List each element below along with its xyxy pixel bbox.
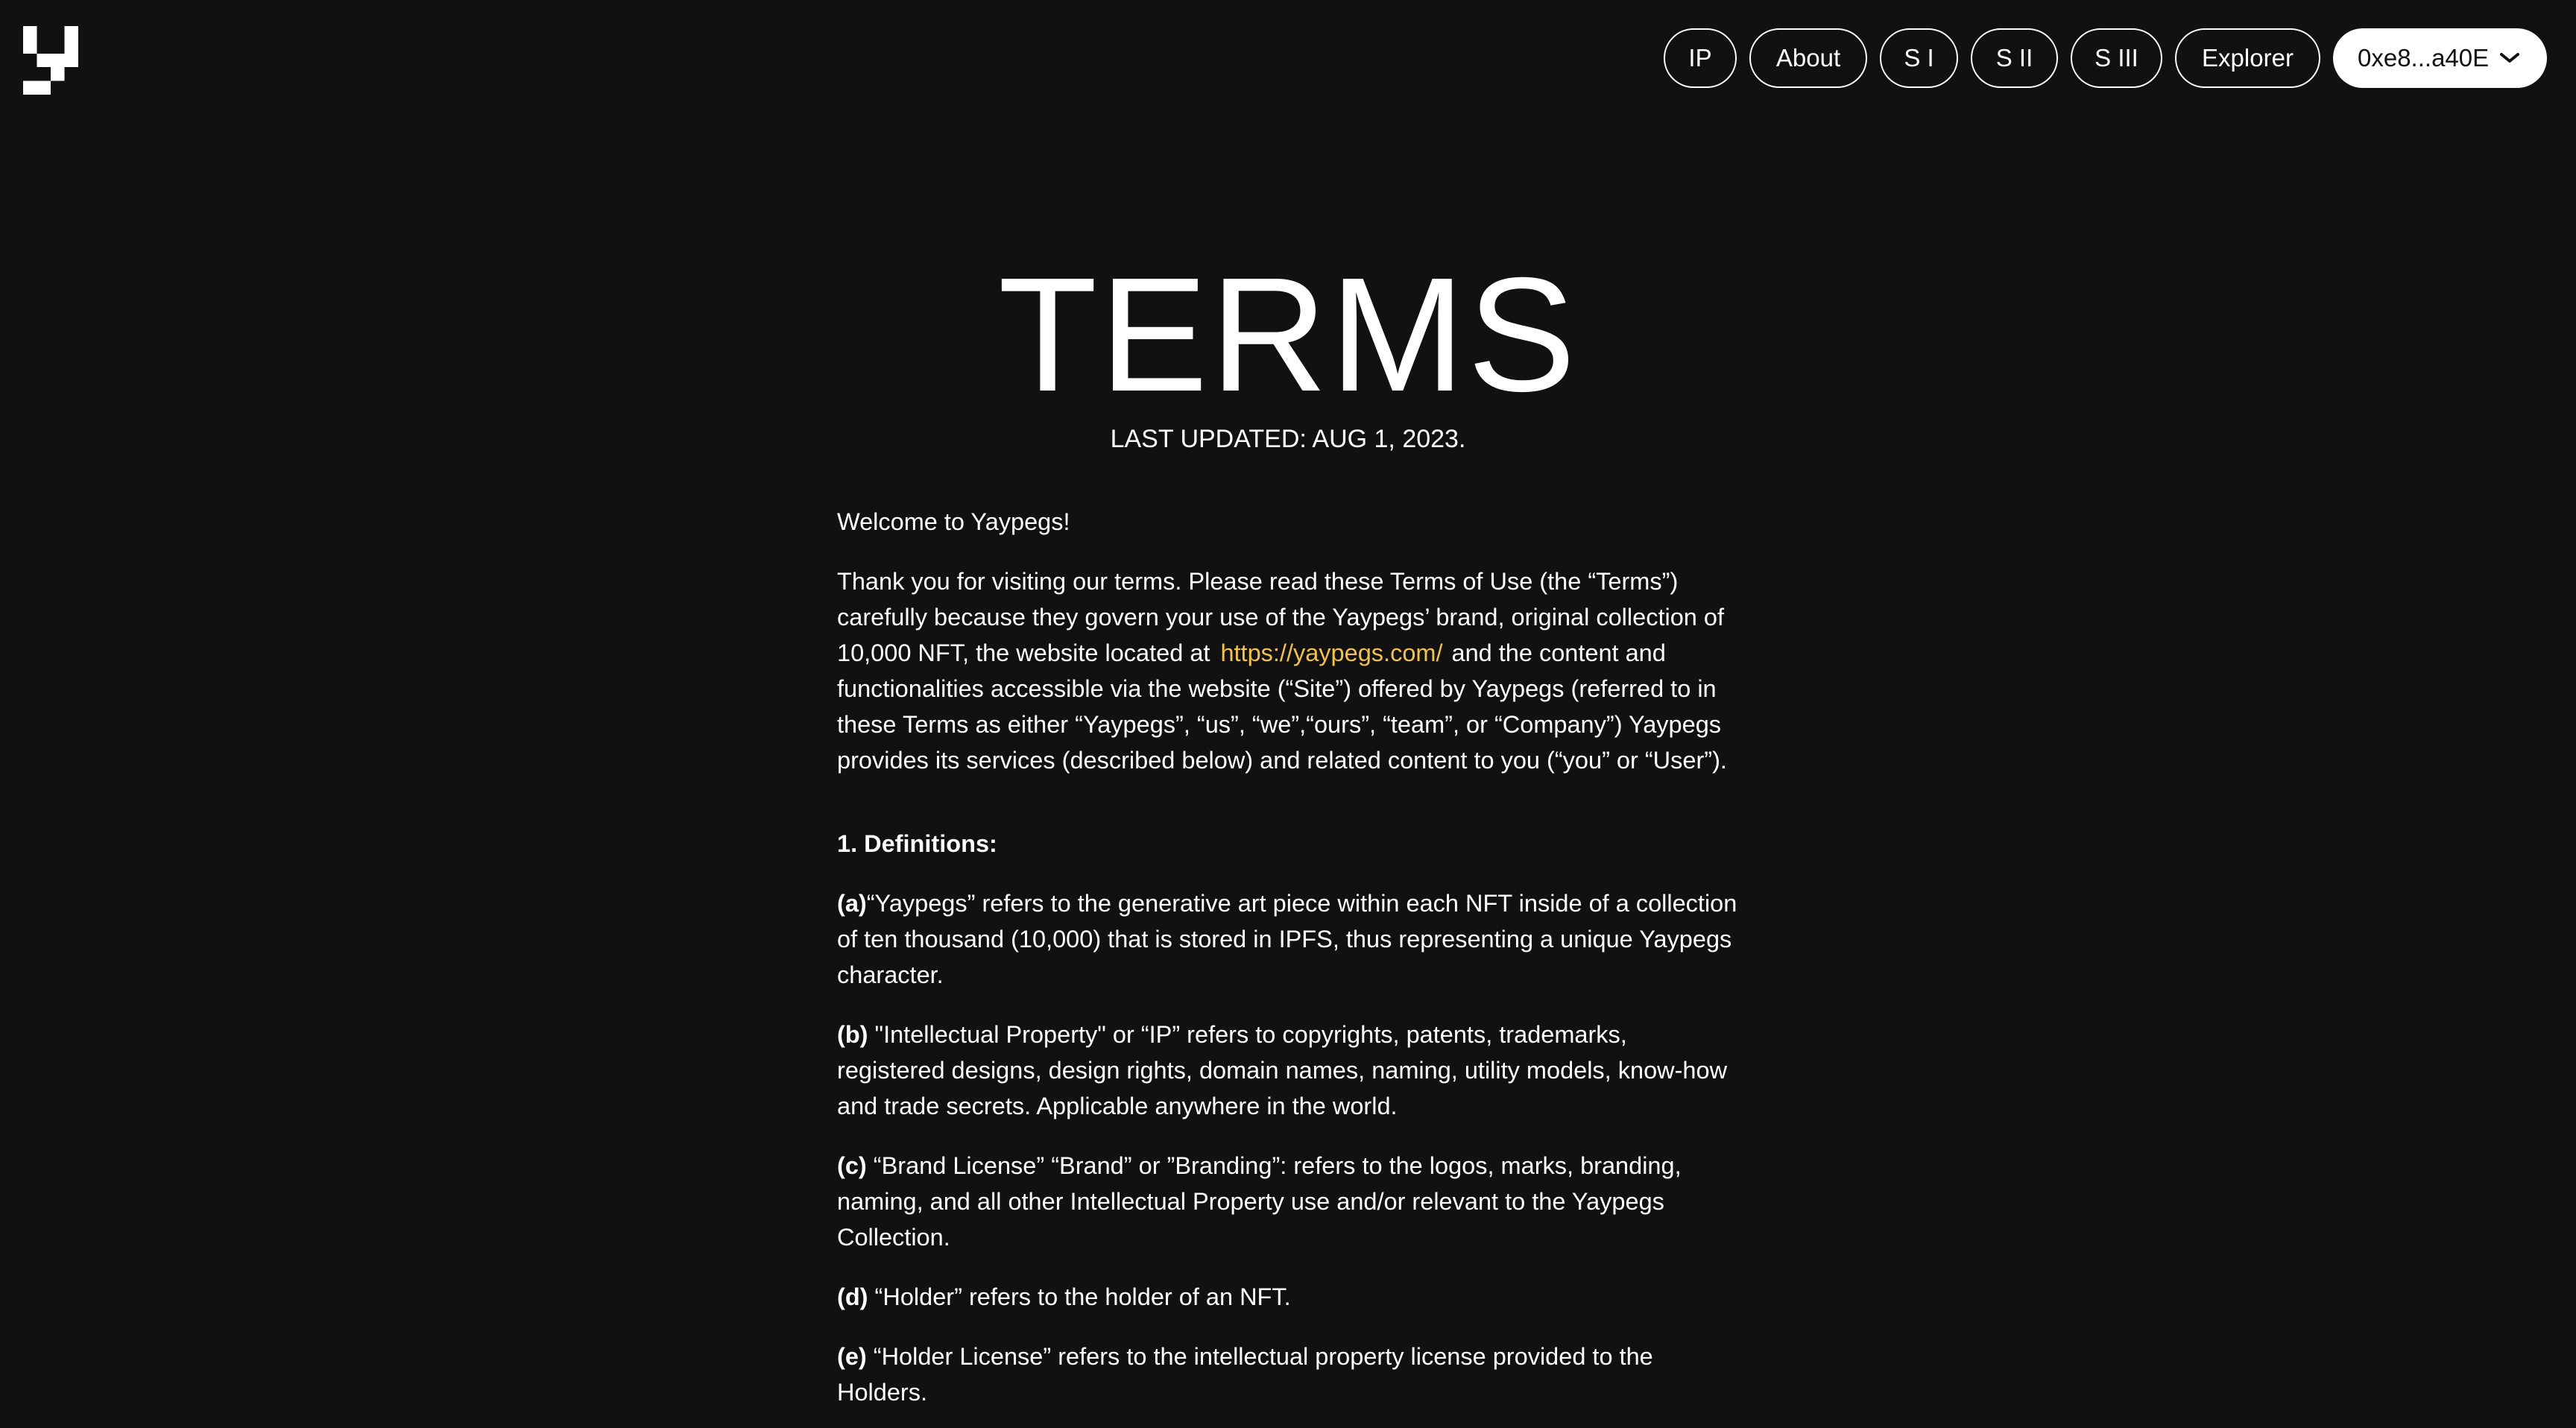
- nav-ip-button[interactable]: IP: [1664, 28, 1737, 88]
- nav-about-button[interactable]: About: [1749, 28, 1867, 88]
- definition-text: “Brand License” “Brand” or ”Branding”: refers to the logos, marks, branding, naming, and all other Intellectual Property use and/or relevant to the Yaypegs Collection.: [837, 1152, 1682, 1251]
- definition-marker: (b): [837, 1021, 868, 1048]
- definition-item: [837, 885, 1739, 993]
- welcome-text: Welcome to Yaypegs!: [837, 508, 1070, 535]
- nav-s2-button[interactable]: S II: [1971, 28, 2058, 88]
- definition-text: “Holder” refers to the holder of an NFT.: [868, 1283, 1291, 1310]
- definition-item: [837, 1017, 1739, 1124]
- definition-marker: (c): [837, 1152, 867, 1179]
- wallet-address: 0xe8...a40E: [2358, 44, 2490, 72]
- definition-item: [837, 1148, 1739, 1255]
- nav-s3-button[interactable]: S III: [2071, 28, 2162, 88]
- definition-item: [837, 1279, 1739, 1315]
- definition-text: “Yaypegs” refers to the generative art piece within each NFT inside of a collection of ten thousand (10,000) that is stored in IPFS, thus representing a unique Yaypegs character.: [837, 890, 1737, 988]
- definition-marker: (a): [837, 890, 867, 917]
- nav-s1-button[interactable]: S I: [1880, 28, 1958, 88]
- intro-paragraph: [837, 563, 1739, 778]
- intro-text-part1: Thank you for visiting our terms. Please read these Terms of Use (the “Terms”) carefully because they govern your use of the Yaypegs’ brand, original collection of 10,000 NFT, the website located at: [837, 568, 1724, 666]
- chevron-down-icon: [2499, 52, 2520, 64]
- definition-text: "Intellectual Property" or “IP” refers to copyrights, patents, trademarks, registered designs, design rights, domain names, naming, utility models, know-how and trade secrets. Applicable anywhere in the world.: [837, 1021, 1728, 1119]
- nav-explorer-button[interactable]: Explorer: [2175, 28, 2320, 88]
- definition-text: “Holder License” refers to the intellectual property license provided to the Holders.: [837, 1343, 1653, 1406]
- yaypegs-logo-icon[interactable]: [23, 26, 78, 95]
- intro-text-part2: and the content and functionalities accessible via the website (“Site”) offered by Yaypegs (referred to in these Terms as either “Yaypegs”, “us”, “we”,“ours”, “team”, or “Company”) Yaypegs provides its services (described below) and related content to you (“you” or “User”).: [837, 639, 1727, 774]
- top-nav: [1651, 28, 2547, 88]
- site-link[interactable]: https://yaypegs.com/: [1220, 639, 1443, 666]
- last-updated-text: LAST UPDATED: AUG 1, 2023.: [1110, 425, 1466, 453]
- terms-content: [837, 504, 1739, 1428]
- definitions-heading: 1. Definitions:: [837, 830, 997, 857]
- definition-item: [837, 1339, 1739, 1410]
- wallet-dropdown[interactable]: [2333, 28, 2547, 88]
- page-title: TERMS: [998, 244, 1578, 426]
- definition-marker: (d): [837, 1283, 868, 1310]
- definition-marker: (e): [837, 1343, 867, 1370]
